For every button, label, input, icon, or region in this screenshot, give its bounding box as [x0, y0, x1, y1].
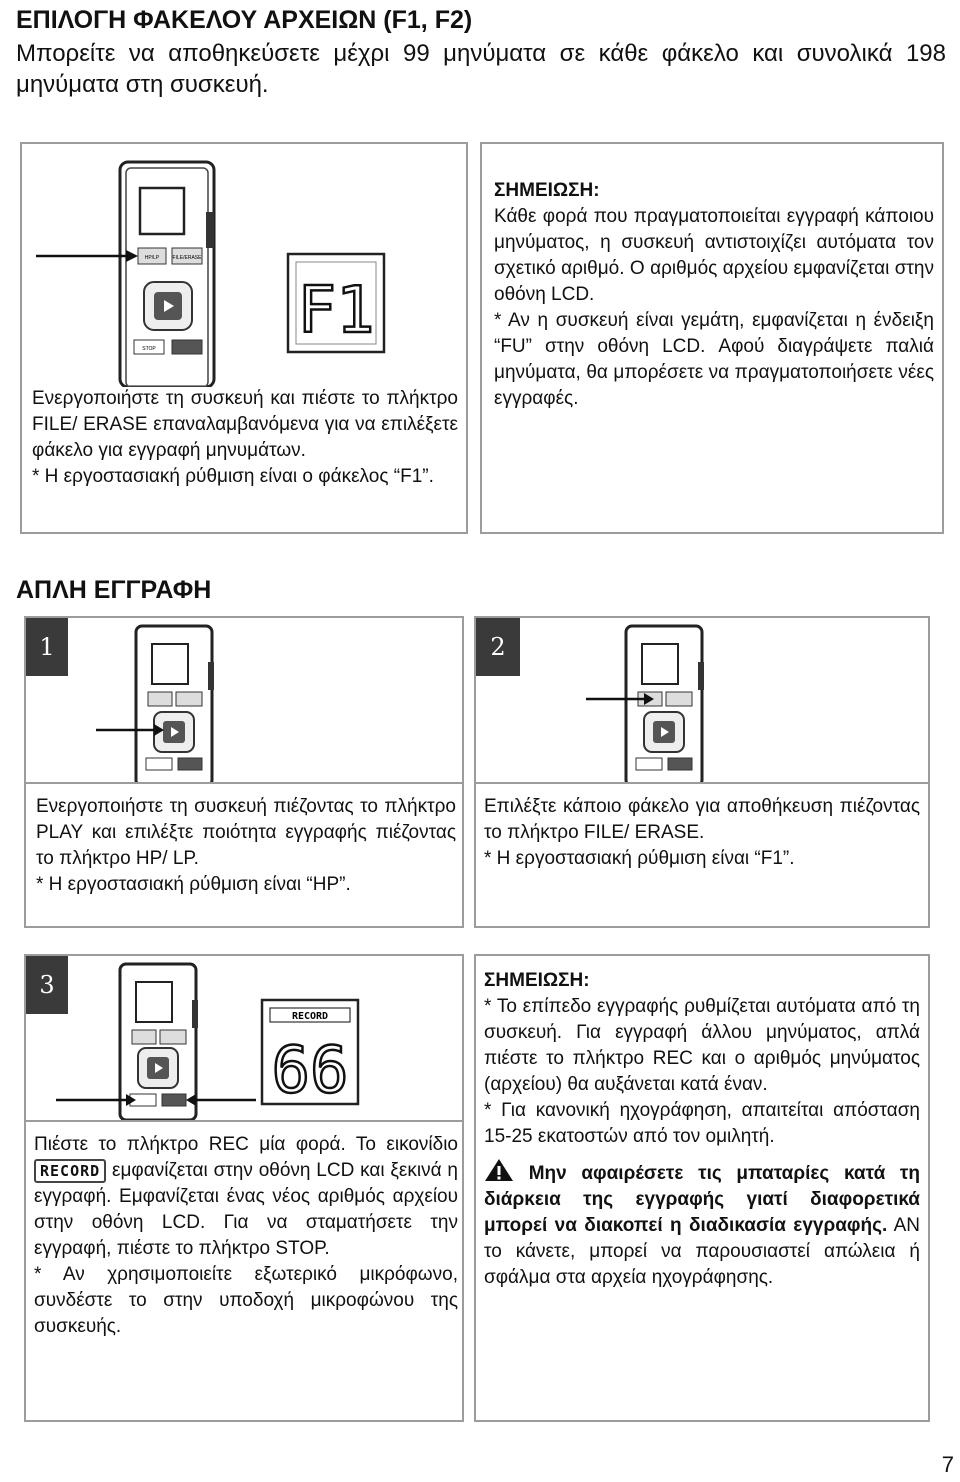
page-title: ΕΠΙΛΟΓΗ ΦΑΚΕΛΟΥ ΑΡΧΕΙΩΝ (F1, F2) [16, 6, 473, 34]
step-3-note: * Αν χρησιμοποιείτε εξωτερικό μικρόφωνο, συνδέστε το στην υποδοχή μικροφώνου της συσκευής. [34, 1264, 458, 1337]
folder-instruction-box [20, 142, 468, 534]
step-3-box [24, 954, 464, 1422]
step-1-number: 1 [26, 618, 68, 676]
folder-note-box [480, 142, 944, 534]
intro-text: Μπορείτε να αποθηκεύσετε μέχρι 99 μηνύματα σε κάθε φάκελο και συνολικά 198 μηνύματα στη συσκευή. [16, 40, 946, 98]
lcd-record-label: RECORD [291, 1011, 329, 1022]
folder-instruction-text: Ενεργοποιήστε τη συσκευή και πιέστε το πλήκτρο FILE/ ERASE επαναλαμβανόμενα για να επιλέξετε φάκελο για εγγραφή μηνυμάτων. [32, 388, 458, 461]
lcd-file-number: 66 [271, 1034, 349, 1108]
record-note-level: * Το επίπεδο εγγραφής ρυθμίζεται αυτόματα από τη συσκευή. Για εγγραφή άλλου μηνύματος, απλά πιέστε το πλήκτρο REC και ο αριθμός μηνύματος (αρχείου) θα αυξάνεται κατά έναν. [484, 996, 920, 1095]
page-number: 7 [941, 1452, 954, 1477]
voice-recorder-illustration [26, 152, 466, 387]
step-2-note: * Η εργοστασιακή ρύθμιση είναι “F1”. [484, 848, 795, 869]
step-2-text: Επιλέξτε κάποιο φάκελο για αποθήκευση πιέζοντας το πλήκτρο FILE/ ERASE. [484, 796, 920, 843]
folder-note-title: ΣΗΜΕΙΩΣΗ: [494, 180, 600, 201]
step-3-text-b: εμφανίζεται στην οθόνη LCD και ξεκινά η εγγραφή. Εμφανίζεται ένας νέος αριθμός αρχείου στην οθόνη LCD. Για να σταματήσετε την εγγραφή, πιέστε το πλήκτρο STOP. [34, 1160, 458, 1259]
record-icon: RECORD [34, 1159, 106, 1183]
file-erase-label: FILE/ERASE [172, 255, 202, 261]
hp-lp-label: HP/LP [144, 255, 160, 261]
step-1-recorder-illustration [86, 622, 286, 782]
step-1-note: * Η εργοστασιακή ρύθμιση είναι “HP”. [36, 874, 351, 895]
lcd-folder-display: F1 [297, 274, 375, 348]
record-note-distance: * Για κανονική ηχογράφηση, απαιτείται απόσταση 15-25 εκατοστών από τον ομιλητή. [484, 1100, 920, 1147]
step-3-number: 3 [26, 956, 68, 1014]
stop-label: STOP [142, 346, 156, 352]
step-3-recorder-illustration [36, 960, 456, 1120]
record-note-box [474, 954, 930, 1422]
step-2-number: 2 [476, 618, 520, 676]
folder-note-body: Κάθε φορά που πραγματοποιείται εγγραφή κάποιου μηνύματος, η συσκευή αντιστοιχίζει αυτόματα τον σχετικό αριθμό. Ο αριθμός αρχείου εμφανίζεται στην οθόνη LCD. [494, 206, 934, 305]
warning-text: ΑΝ το κάνετε, μπορεί να παρουσιαστεί απώλεια ή σφάλμα στα αρχεία ηχογράφησης. [484, 1215, 920, 1288]
warning-text-bold: Μην αφαιρέσετε τις μπαταρίες κατά τη διάρκεια της εγγραφής γιατί διαφορετικά μπορεί να διακοπεί η διαδικασία εγγραφής. [484, 1163, 921, 1236]
folder-note-full: * Αν η συσκευή είναι γεμάτη, εμφανίζεται η ένδειξη “FU” στην οθόνη LCD. Αφού διαγράψετε παλιά μηνύματα, θα μπορέσετε να πραγματοποιήσετε νέες εγγραφές. [494, 310, 934, 409]
step-2-box [474, 616, 930, 928]
warning-icon [484, 1158, 514, 1182]
step-2-recorder-illustration [566, 622, 786, 782]
step-1-text: Ενεργοποιήστε τη συσκευή πιέζοντας το πλήκτρο PLAY και επιλέξτε ποιότητα εγγραφής πιέζοντας το πλήκτρο HP/ LP. [36, 796, 456, 869]
record-section-title: ΑΠΛΗ ΕΓΓΡΑΦΗ [16, 576, 212, 604]
folder-default-note: * Η εργοστασιακή ρύθμιση είναι ο φάκελος “F1”. [32, 466, 434, 487]
record-note-title: ΣΗΜΕΙΩΣΗ: [484, 970, 590, 991]
step-1-box [24, 616, 464, 928]
step-3-text-a: Πιέστε το πλήκτρο REC μία φορά. Το εικονίδιο [34, 1134, 458, 1155]
